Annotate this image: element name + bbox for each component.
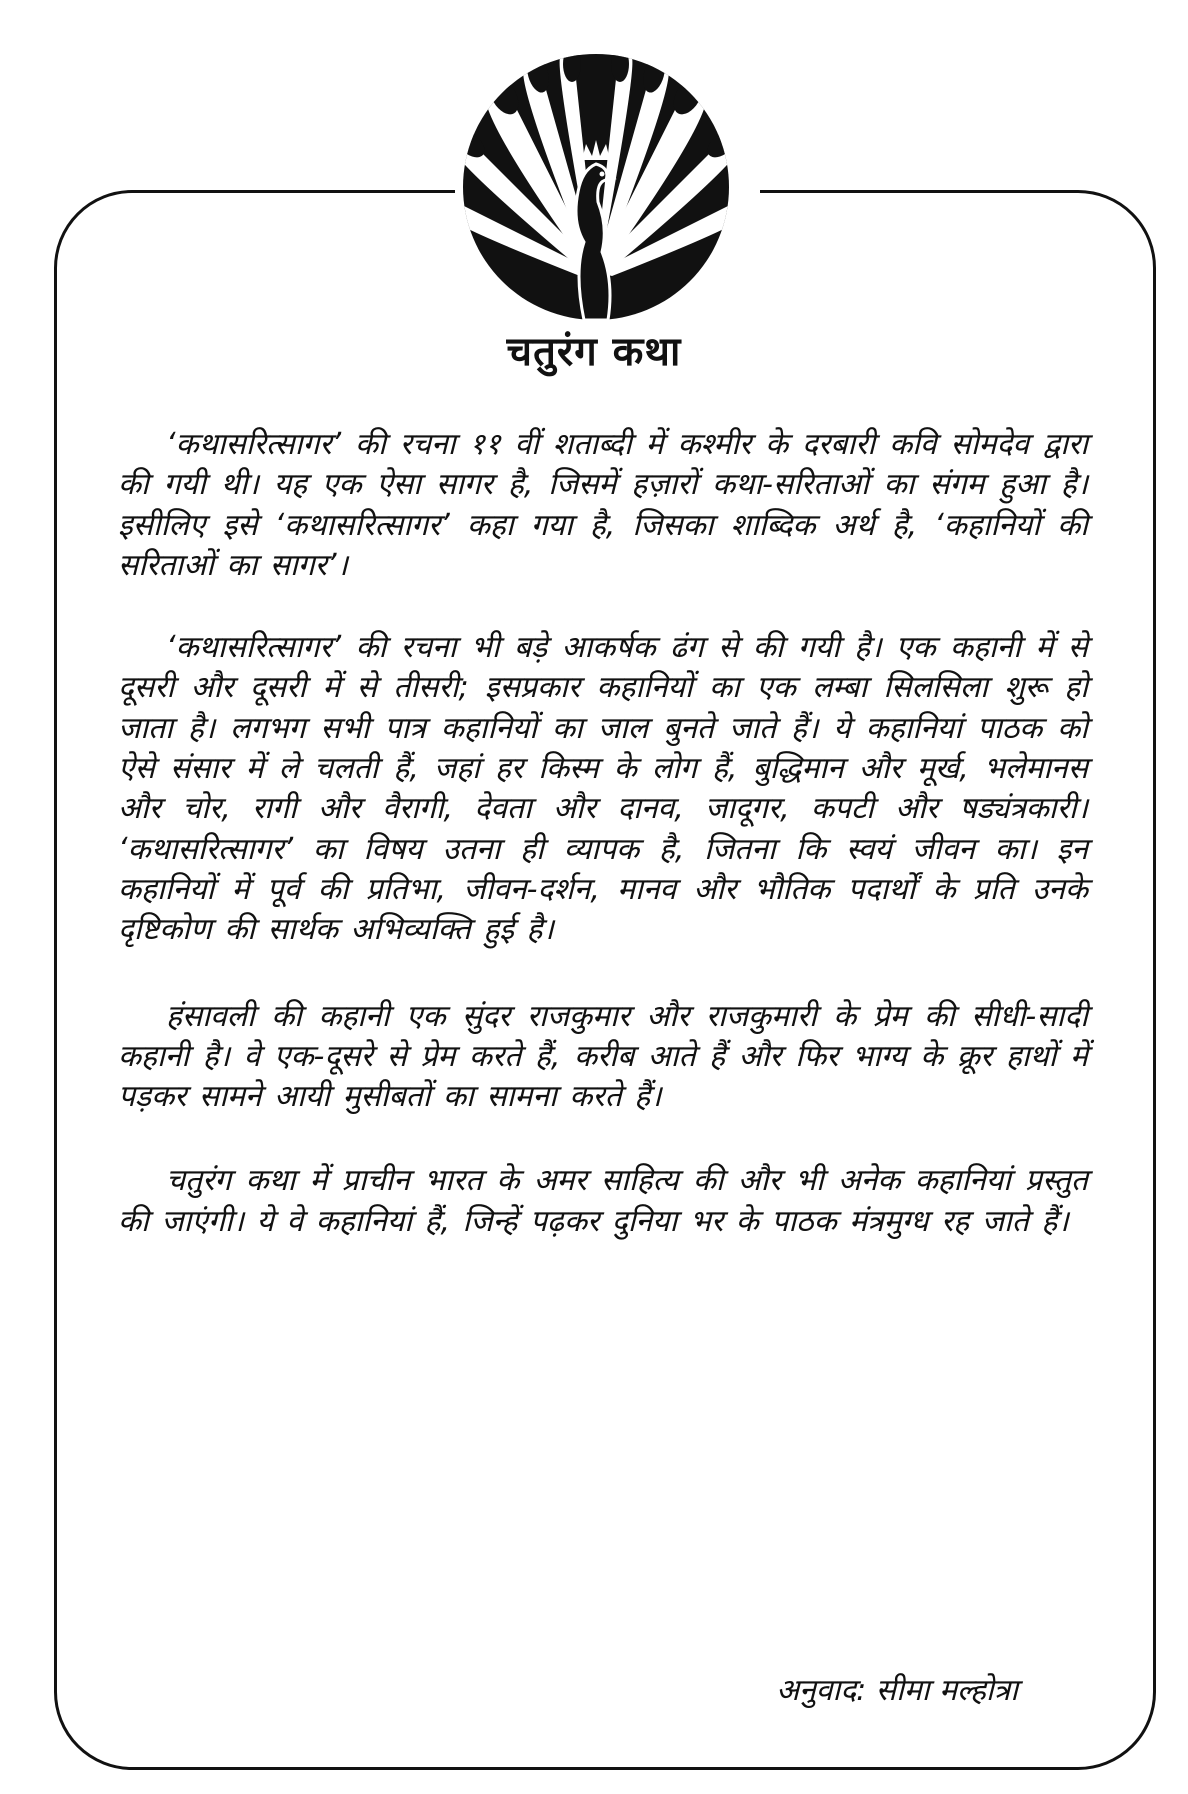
paragraph-3: हंसावली की कहानी एक सुंदर राजकुमार और राजकुमारी के प्रेम की सीधी-सादी कहानी है। वे एक-दूसरे से प्रेम करते हैं, करीब आते हैं और फिर भाग्य के क्रूर हाथों में पड़कर सामने आयी मुसीबतों का सामना करते हैं। [118,998,1088,1115]
page-title: चतुरंग कथा [506,329,682,375]
paragraph-1: ‘कथासरित्सागर’ की रचना ११ वीं शताब्दी में कश्मीर के दरबारी कवि सोमदेव द्वारा की गयी थी। यह एक ऐसा सागर है, जिसमें हज़ारों कथा-सरिताओं का संगम हुआ है। इसीलिए इसे ‘कथासरित्सागर’ कहा गया है, जिसका शाब्दिक अर्थ है, ‘कहानियों की सरिताओं का सागर’। [118,427,1088,583]
paragraph-4: चतुरंग कथा में प्राचीन भारत के अमर साहित्य की और भी अनेक कहानियां प्रस्तुत की जाएंगी। ये वे कहानियां हैं, जिन्हें पढ़कर दुनिया भर के पाठक मंत्रमुग्ध रह जाते हैं। [118,1163,1088,1239]
document-body [118,425,1088,1284]
translator-signature: अनुवाद: सीमा मल्होत्रा [776,1673,1018,1708]
peacock-logo-icon [446,52,746,332]
paragraph-2: ‘कथासरित्सागर’ की रचना भी बड़े आकर्षक ढंग से की गयी है। एक कहानी में से दूसरी और दूसरी में से तीसरी; इसप्रकार कहानियों का एक लम्बा सिलसिला शुरू हो जाता है। लगभग सभी पात्र कहानियों का जाल बुनते जाते हैं। ये कहानियां पाठक को ऐसे संसार में ले चलती हैं, जहां हर किस्म के लोग हैं, बुद्धिमान और मूर्ख, भलेमानस और चोर, रागी और वैरागी, देवता और दानव, जादूगर, कपटी और षड्यंत्रकारी। ‘कथासरित्सागर’ का विषय उतना ही व्यापक है, जितना कि स्वयं जीवन का। इन कहानियों में पूर्व की प्रतिभा, जीवन-दर्शन, मानव और भौतिक पदार्थों के प्रति उनके दृष्टिकोण की सार्थक अभिव्यक्ति हुई है। [118,630,1088,948]
